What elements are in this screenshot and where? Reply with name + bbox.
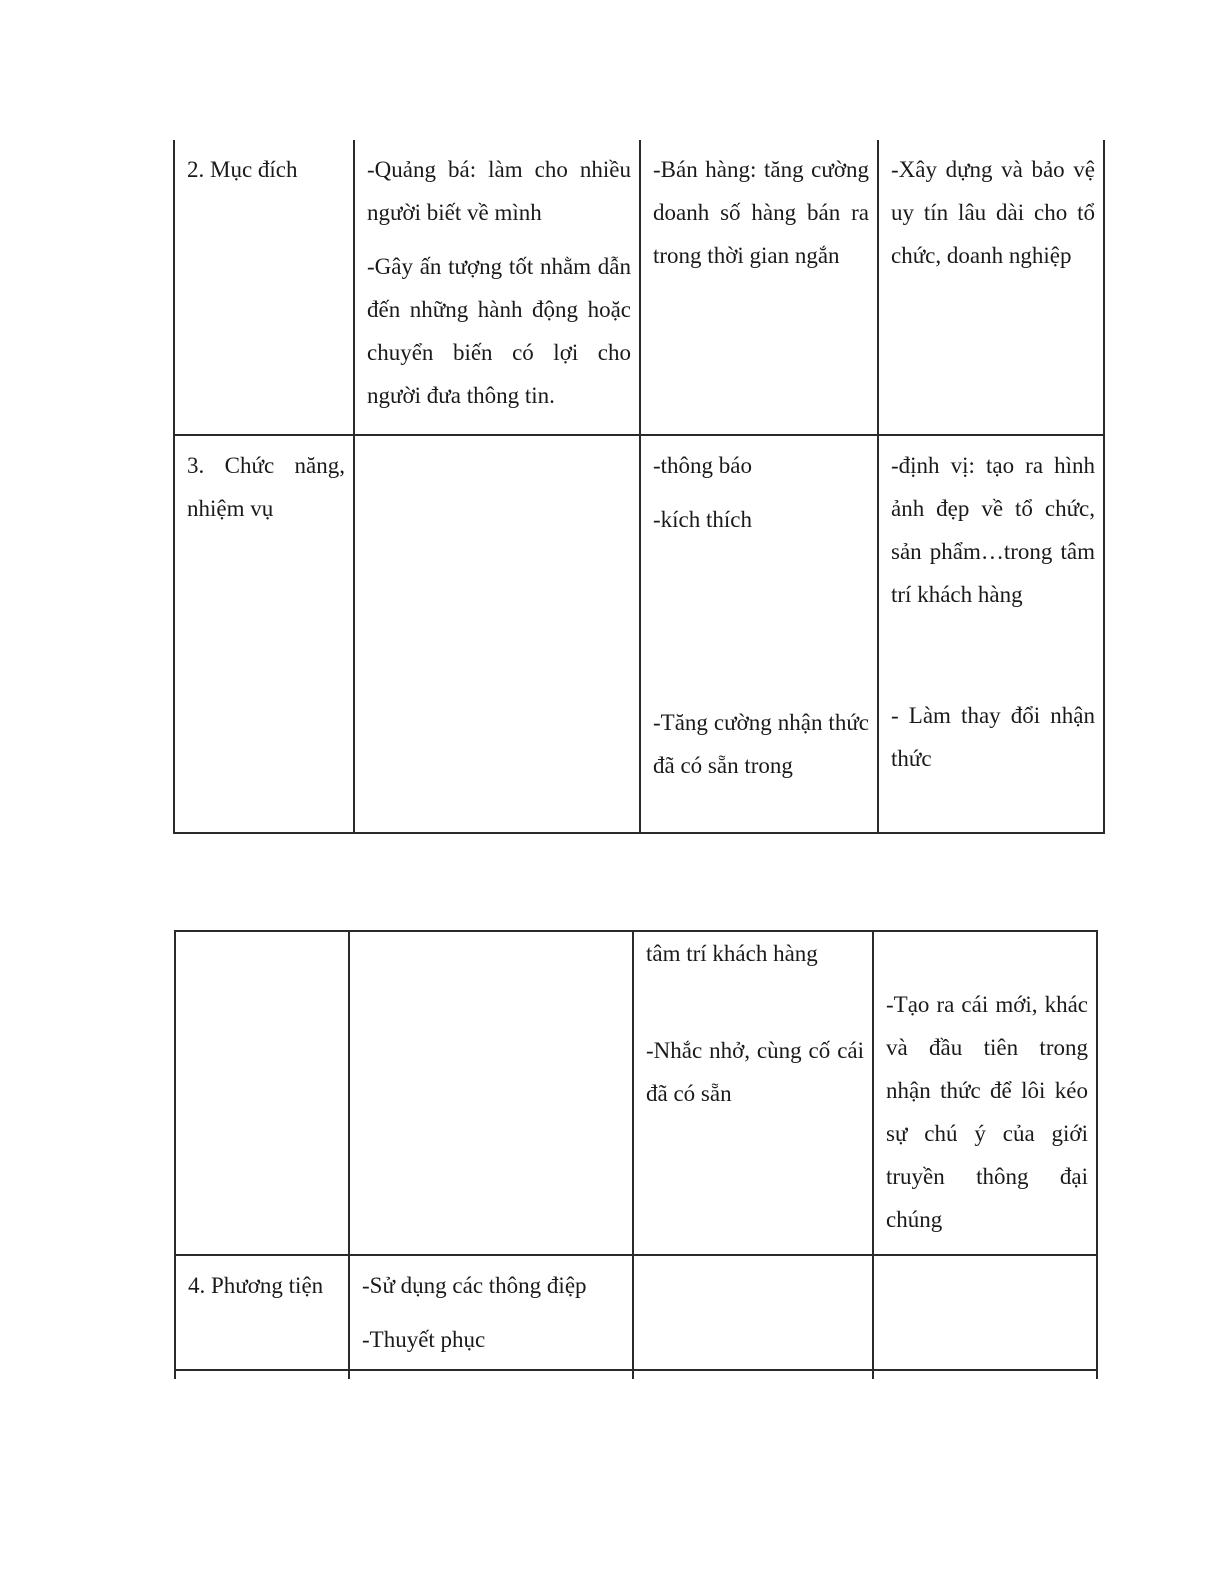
table-row-chuc-nang bbox=[174, 435, 1104, 833]
table-cell-empty bbox=[349, 1370, 633, 1379]
cell-text: -Sử dụng các thông điệp bbox=[362, 1273, 587, 1298]
table-cell-empty bbox=[873, 1255, 1097, 1370]
cell-text: -Tăng cường nhận thức đã có sẵn trong bbox=[653, 710, 869, 778]
cell-text: -Xây dựng và bảo vệ uy tín lâu dài cho tổ chức, doanh nghiệp bbox=[891, 157, 1095, 268]
table-cell-empty bbox=[349, 931, 633, 1255]
table-cell bbox=[873, 931, 1097, 1255]
table-cell bbox=[878, 435, 1104, 833]
table-cell-empty bbox=[354, 435, 640, 833]
table-cell bbox=[633, 931, 873, 1255]
table-cell-empty bbox=[175, 931, 349, 1255]
row-label-cell bbox=[175, 1255, 349, 1370]
cell-text: -Quảng bá: làm cho nhiều người biết về mình bbox=[367, 157, 631, 225]
table-cell bbox=[349, 1255, 633, 1370]
row-label: 2. Mục đích bbox=[187, 157, 298, 182]
table-cell-empty bbox=[175, 1370, 349, 1379]
table-cell bbox=[640, 435, 878, 833]
table-cell bbox=[878, 140, 1104, 435]
cell-text: -kích thích bbox=[653, 507, 752, 532]
row-label-cell bbox=[174, 435, 354, 833]
table-cell bbox=[354, 140, 640, 435]
row-label: 3. Chức năng, nhiệm vụ bbox=[187, 453, 345, 521]
cell-text: -Thuyết phục bbox=[362, 1327, 486, 1352]
table-row-phuong-tien bbox=[175, 1255, 1097, 1370]
cell-text: - Làm thay đổi nhận thức bbox=[891, 703, 1095, 771]
row-label-cell bbox=[174, 140, 354, 435]
cell-text: tâm trí khách hàng bbox=[646, 941, 818, 966]
cell-text: -Bán hàng: tăng cường doanh số hàng bán ra trong thời gian ngắn bbox=[653, 157, 869, 268]
table-row-continued bbox=[175, 931, 1097, 1255]
row-label: 4. Phương tiện bbox=[188, 1273, 324, 1298]
table-row-muc-dich bbox=[174, 140, 1104, 435]
table-row-next-stub bbox=[175, 1370, 1097, 1379]
table-cell-empty bbox=[633, 1255, 873, 1370]
table-cell-empty bbox=[633, 1370, 873, 1379]
cell-text: -định vị: tạo ra hình ảnh đẹp về tổ chức, sản phẩm…trong tâm trí khách hàng bbox=[891, 453, 1095, 607]
cell-text: -Tạo ra cái mới, khác và đầu tiên trong nhận thức để lôi kéo sự chú ý của giới truyền thông đại chúng bbox=[886, 992, 1088, 1232]
table-cell bbox=[640, 140, 878, 435]
cell-text: -Nhắc nhở, cùng cố cái đã có sẵn bbox=[646, 1038, 864, 1106]
comparison-table-part2 bbox=[174, 930, 1098, 1379]
table-cell-empty bbox=[873, 1370, 1097, 1379]
cell-text: -thông báo bbox=[653, 453, 753, 478]
comparison-table-part1 bbox=[173, 140, 1105, 834]
cell-text: -Gây ấn tượng tốt nhằm dẫn đến những hành động hoặc chuyển biến có lợi cho người đưa thông tin. bbox=[367, 254, 631, 408]
